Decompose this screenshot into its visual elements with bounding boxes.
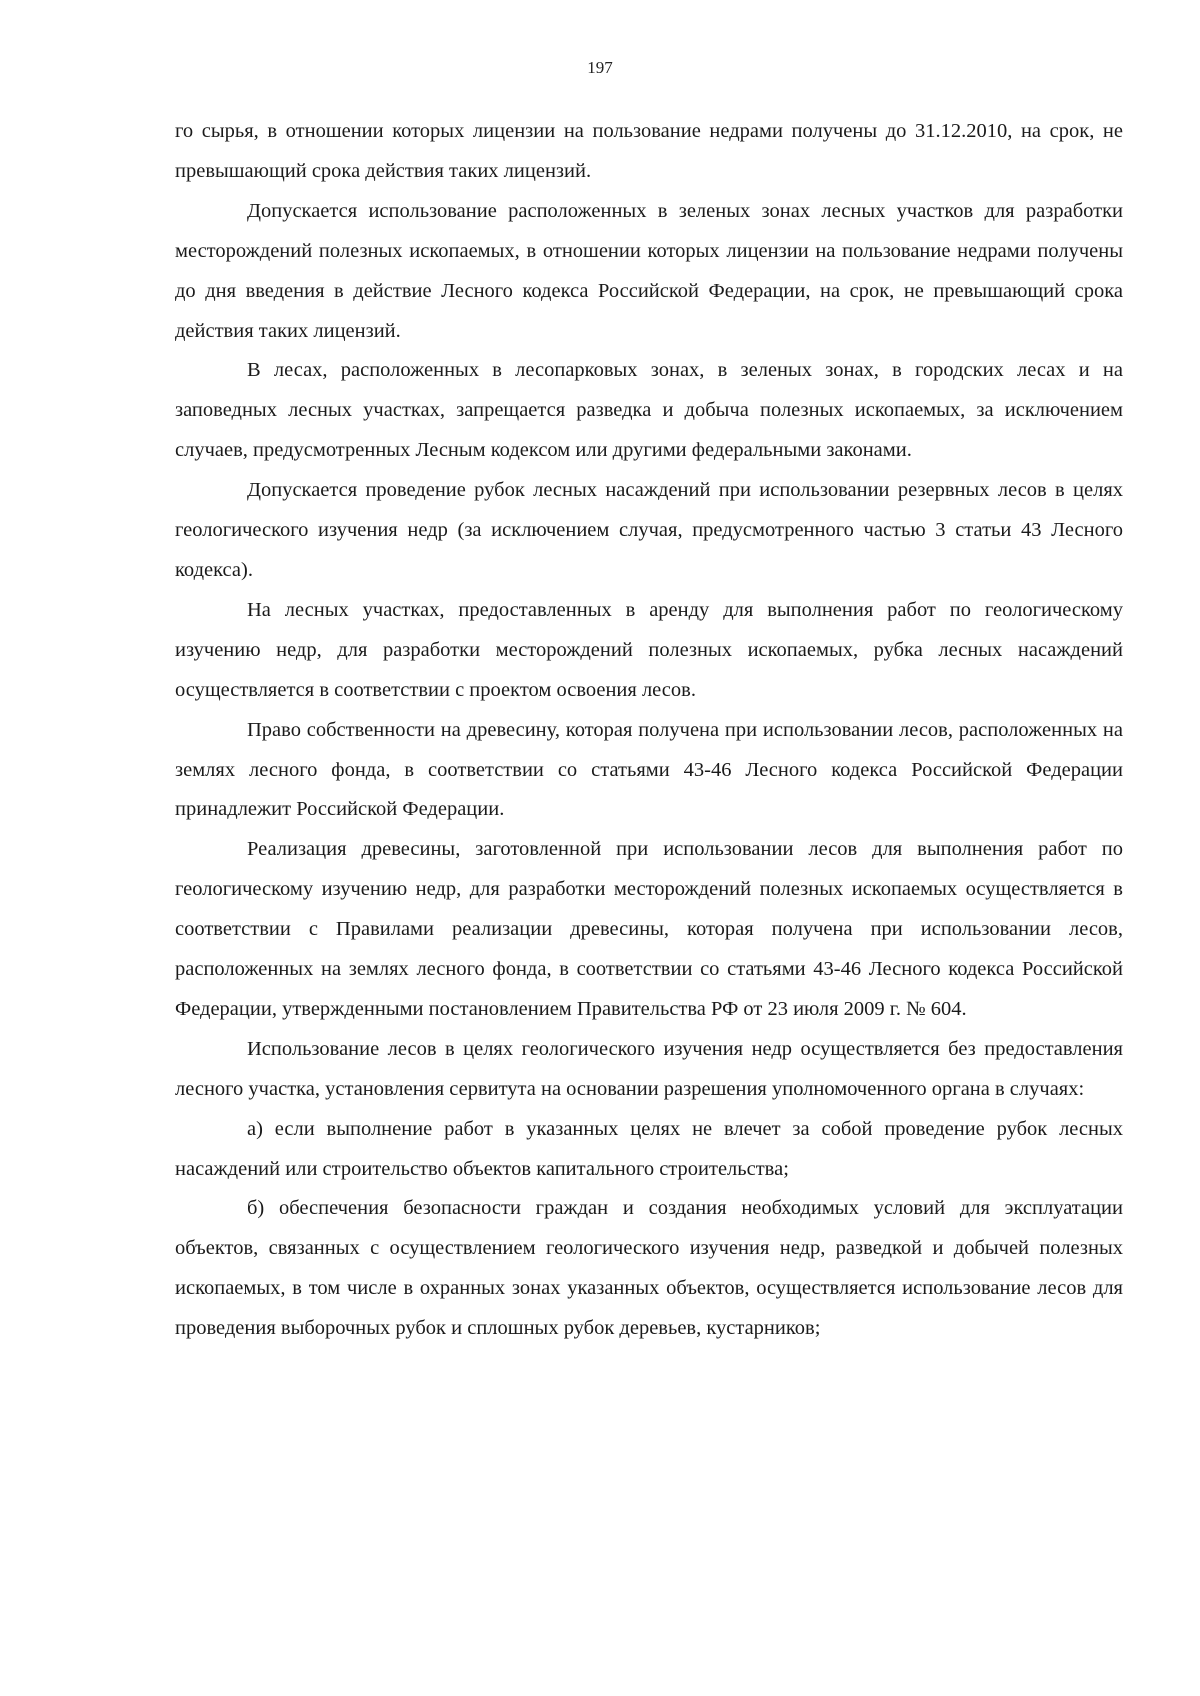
paragraph: В лесах, расположенных в лесопарковых зонах, в зеленых зонах, в городских лесах и на заповедных лесных участках, запрещается разведка и добыча полезных ископаемых, за исключением случаев, предусмотренных Лесным кодексом или другими федеральными законами. [175,359,1123,462]
list-item-a: а) если выполнение работ в указанных целях не влечет за собой проведение рубок лесных насаждений или строительство объектов капитального строительства; [175,1117,1123,1180]
paragraph: Реализация древесины, заготовленной при использовании лесов для выполнения работ по геологическому изучению недр, для разработки месторождений полезных ископаемых осуществляется в соответствии с Правилами реализации древесины, которая получена при использовании лесов, расположенных на землях лесного фонда, в соответствии со статьями 43-46 Лесного кодекса Российской Федерации, утвержденными постановлением Правительства РФ от 23 июля 2009 г. № 604. [175,838,1123,1020]
page-number: 197 [587,58,613,77]
list-item-b: б) обеспечения безопасности граждан и создания необходимых условий для эксплуатации объектов, связанных с осуществлением геологического изучения недр, разведкой и добычей полезных ископаемых, в том числе в охранных зонах указанных объектов, осуществляется использование лесов для проведения выборочных рубок и сплошных рубок деревьев, кустарников; [175,1197,1123,1340]
paragraph-continued: го сырья, в отношении которых лицензии на пользование недрами получены до 31.12.2010, на срок, не превышающий срока действия таких лицензий. [175,120,1123,182]
paragraph: Допускается использование расположенных в зеленых зонах лесных участков для разработки месторождений полезных ископаемых, в отношении которых лицензии на пользование недрами получены до дня введения в действие Лесного кодекса Российской Федерации, на срок, не превышающий срока действия таких лицензий. [175,199,1123,342]
paragraph: Допускается проведение рубок лесных насаждений при использовании резервных лесов в целях геологического изучения недр (за исключением случая, предусмотренного частью 3 статьи 43 Лесного кодекса). [175,479,1123,581]
document-body [175,112,1123,1349]
paragraph: Использование лесов в целях геологического изучения недр осуществляется без предоставления лесного участка, установления сервитута на основании разрешения уполномоченного органа в случаях: [175,1037,1123,1100]
paragraph: Право собственности на древесину, которая получена при использовании лесов, расположенных на землях лесного фонда, в соответствии со статьями 43-46 Лесного кодекса Российской Федерации принадлежит Российской Федерации. [175,718,1123,821]
paragraph: На лесных участках, предоставленных в аренду для выполнения работ по геологическому изучению недр, для разработки месторождений полезных ископаемых, рубка лесных насаждений осуществляется в соответствии с проектом освоения лесов. [175,598,1123,701]
